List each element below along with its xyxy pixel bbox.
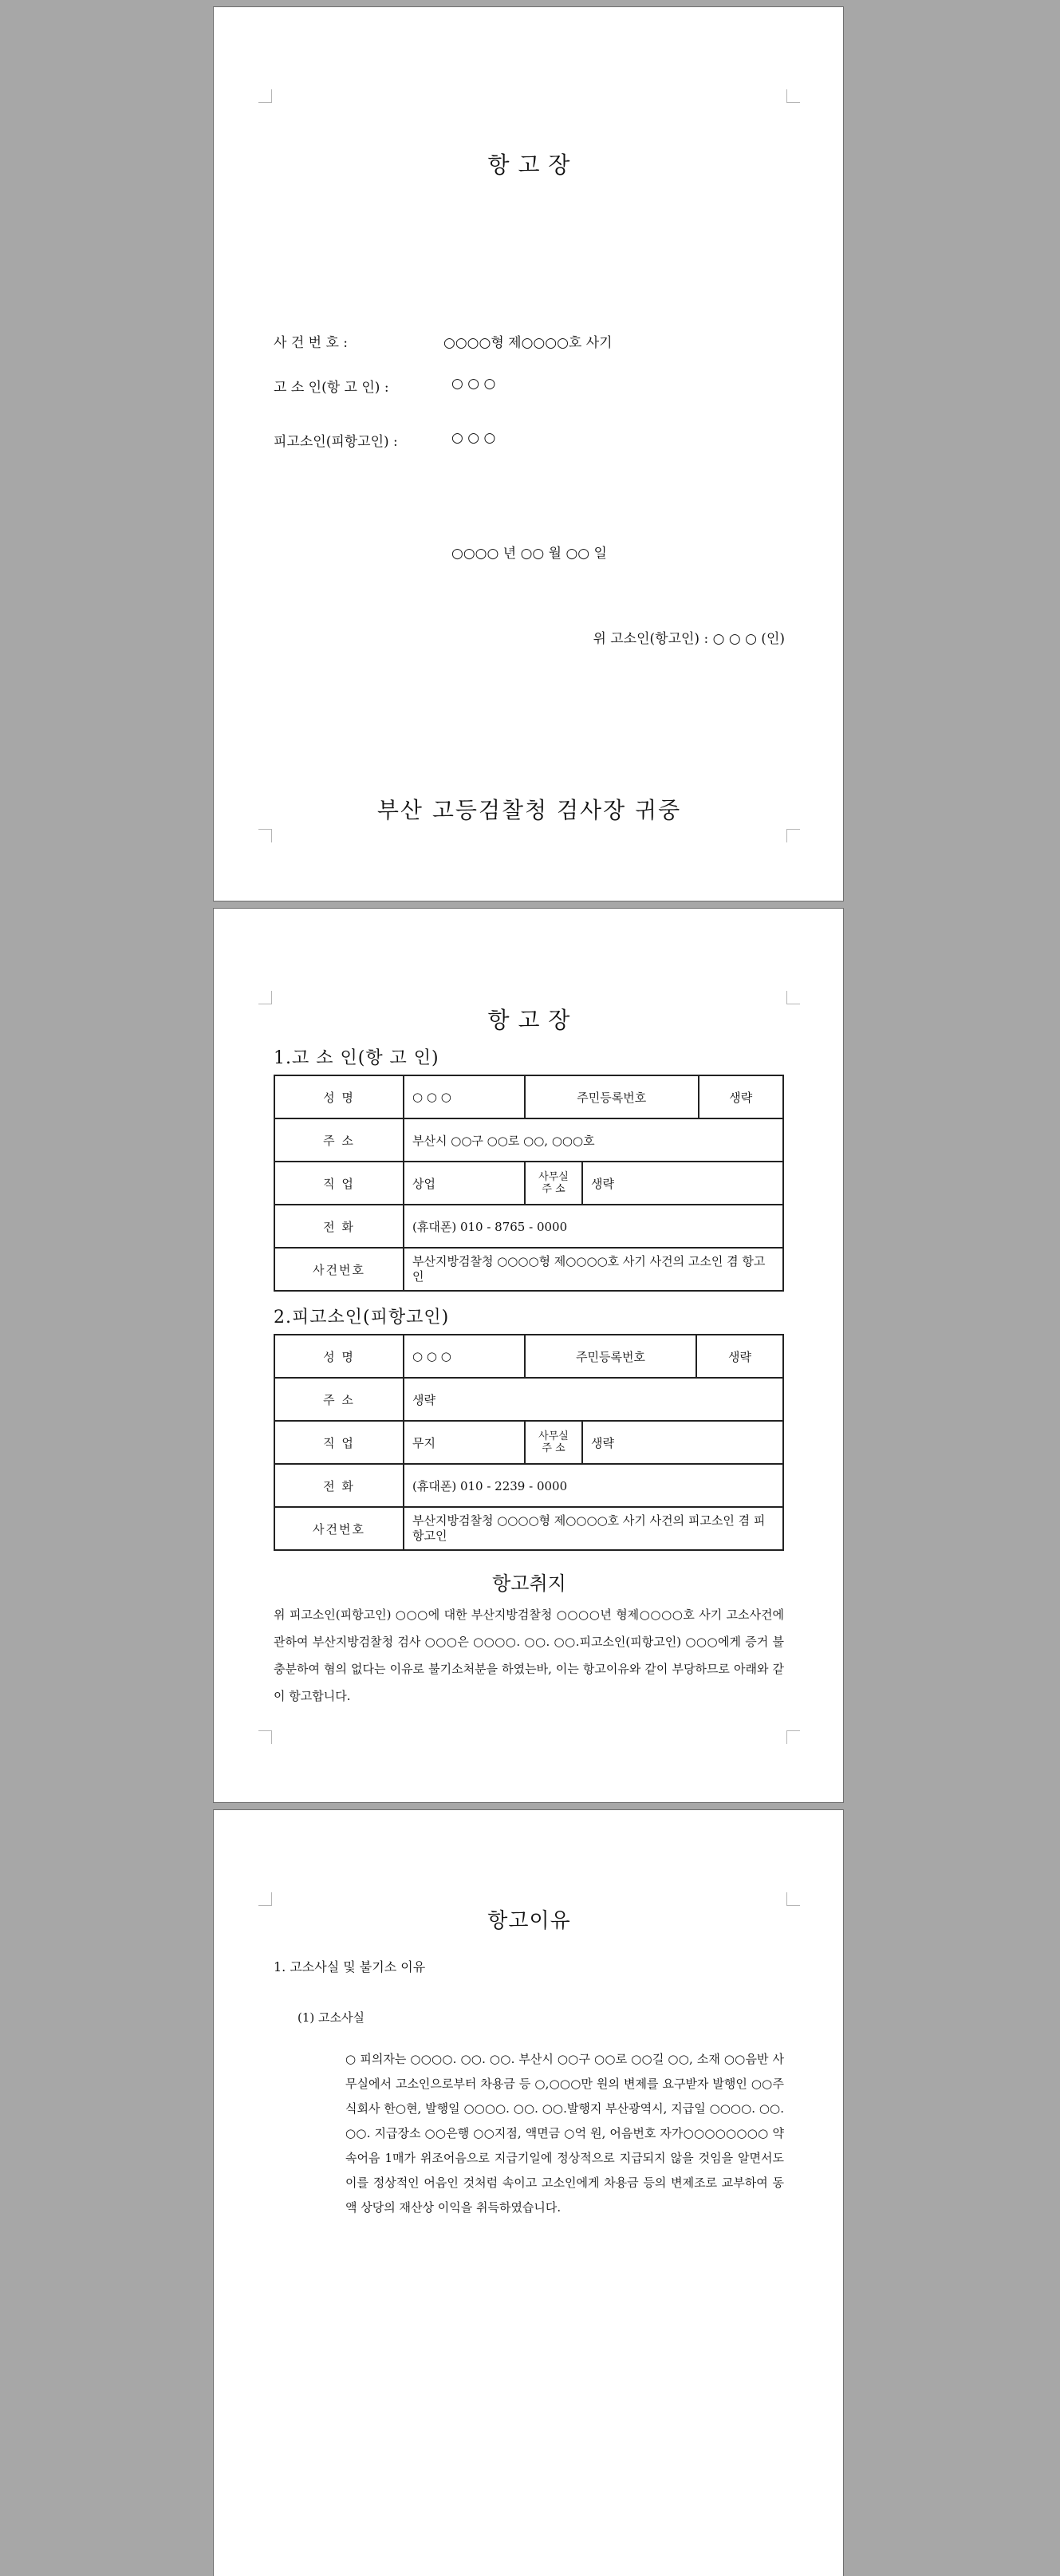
document-page-1 bbox=[213, 6, 844, 901]
table-cell: 전 화 bbox=[274, 1205, 404, 1248]
table-cell: 주 소 bbox=[274, 1378, 404, 1421]
table-cell: 성 명 bbox=[274, 1075, 404, 1118]
crop-mark bbox=[786, 829, 800, 842]
table-row bbox=[274, 1378, 783, 1421]
case-number-value: ○○○○형 제○○○○호 사기 bbox=[443, 335, 613, 351]
table-cell: 생략 bbox=[699, 1075, 784, 1118]
table-cell: ○ ○ ○ bbox=[404, 1335, 525, 1378]
accused-value: ○ ○ ○ bbox=[451, 430, 496, 446]
filing-date: ○○○○ 년 ○○ 월 ○○ 일 bbox=[451, 546, 607, 562]
table-cell: 상업 bbox=[404, 1162, 525, 1205]
table-cell: (휴대폰) 010 - 8765 - 0000 bbox=[404, 1205, 783, 1248]
table-cell: 부산지방검찰청 ○○○○형 제○○○○호 사기 사건의 고소인 겸 항고인 bbox=[404, 1248, 783, 1291]
table-cell: 부산시 ○○구 ○○로 ○○, ○○○호 bbox=[404, 1118, 783, 1162]
table-row bbox=[274, 1421, 783, 1464]
complainant-info-table bbox=[274, 1075, 784, 1292]
table-row bbox=[274, 1464, 783, 1507]
crop-mark bbox=[786, 89, 800, 103]
table-row bbox=[274, 1335, 783, 1378]
table-cell: 주 소 bbox=[274, 1118, 404, 1162]
reason-body-paragraph: ○ 피의자는 ○○○○. ○○. ○○. 부산시 ○○구 ○○로 ○○길 ○○, 소재 ○○음반 사무실에서 고소인으로부터 차용금 등 ○,○○○만 원의 변제를 요구받자 발행인 ○○주식회사 한○현, 발행일 ○○○○. ○○. ○○.발행지 부산광역시, 지급일 ○○○○. ○○. ○○. 지급장소 ○○은행 ○○지점, 액면금 ○억 원, 어음번호 자가○○○○○○○○ 약속어음 1매가 위조어음으로 지급기일에 정상적으로 지급되지 않을 것임을 알면서도 이를 정상적인 어음인 것처럼 속이고 고소인에게 차용금 등의 변제조로 교부하여 동액 상당의 재산상 이익을 취득하였습니다. bbox=[345, 2052, 784, 2215]
crop-mark bbox=[258, 829, 272, 842]
document-page-3 bbox=[213, 1809, 844, 2576]
table-row bbox=[274, 1507, 783, 1550]
complainant-section-heading: 1.고 소 인(항 고 인) bbox=[274, 1048, 439, 1068]
document-page-2 bbox=[213, 908, 844, 1803]
office-label bbox=[538, 1171, 569, 1195]
table-cell: 생략 bbox=[696, 1335, 783, 1378]
table-row bbox=[274, 1205, 783, 1248]
table-cell: 생략 bbox=[582, 1162, 783, 1205]
page-title: 항 고 장 bbox=[487, 152, 571, 178]
table-row bbox=[274, 1248, 783, 1291]
accused-section-heading: 2.피고소인(피항고인) bbox=[274, 1308, 450, 1327]
signature-line: 위 고소인(항고인) : ○ ○ ○ (인) bbox=[593, 631, 785, 647]
complainant-label: 고 소 인(항 고 인) : bbox=[274, 380, 389, 396]
complainant-value: ○ ○ ○ bbox=[451, 376, 496, 392]
table-cell: 주민등록번호 bbox=[525, 1075, 699, 1118]
reason-item-1: 1. 고소사실 및 불기소 이유 bbox=[274, 1959, 426, 1974]
reason-item-1-1: (1) 고소사실 bbox=[298, 2010, 364, 2025]
table-cell: 생략 bbox=[404, 1378, 783, 1421]
table-cell: 직 업 bbox=[274, 1421, 404, 1464]
crop-mark bbox=[258, 1730, 272, 1744]
table-cell: 사건번호 bbox=[274, 1507, 404, 1550]
purpose-heading: 항고취지 bbox=[492, 1572, 566, 1595]
table-row bbox=[274, 1075, 783, 1118]
office-label-line1: 사무실 bbox=[538, 1430, 569, 1442]
office-label bbox=[538, 1430, 569, 1454]
table-cell bbox=[525, 1421, 582, 1464]
office-label-line2: 주 소 bbox=[542, 1183, 565, 1195]
table-row bbox=[274, 1118, 783, 1162]
table-cell: 전 화 bbox=[274, 1464, 404, 1507]
table-row bbox=[274, 1162, 783, 1205]
accused-label: 피고소인(피항고인) : bbox=[274, 434, 398, 450]
office-label-line2: 주 소 bbox=[542, 1442, 565, 1454]
table-cell bbox=[525, 1162, 582, 1205]
table-cell: 주민등록번호 bbox=[525, 1335, 696, 1378]
table-cell: 생략 bbox=[582, 1421, 783, 1464]
addressee: 부산 고등검찰청 검사장 귀중 bbox=[376, 797, 682, 823]
case-number-label: 사 건 번 호 : bbox=[274, 335, 349, 351]
crop-mark bbox=[786, 1730, 800, 1744]
office-label-line1: 사무실 bbox=[538, 1171, 569, 1183]
table-cell: 성 명 bbox=[274, 1335, 404, 1378]
table-cell: ○ ○ ○ bbox=[404, 1075, 525, 1118]
table-cell: 직 업 bbox=[274, 1162, 404, 1205]
table-cell: (휴대폰) 010 - 2239 - 0000 bbox=[404, 1464, 783, 1507]
accused-info-table bbox=[274, 1334, 784, 1551]
page-title: 항 고 장 bbox=[487, 1007, 571, 1033]
crop-mark bbox=[258, 89, 272, 103]
reason-heading: 항고이유 bbox=[487, 1909, 571, 1933]
table-cell: 사건번호 bbox=[274, 1248, 404, 1291]
table-cell: 부산지방검찰청 ○○○○형 제○○○○호 사기 사건의 피고소인 겸 피항고인 bbox=[404, 1507, 783, 1550]
purpose-paragraph: 위 피고소인(피항고인) ○○○에 대한 부산지방검찰청 ○○○○년 형제○○○○호 사기 고소사건에 관하여 부산지방검찰청 검사 ○○○은 ○○○○. ○○. ○○.피고소인(피항고인) ○○○에게 증거 불충분하여 혐의 없다는 이유로 불기소처분을 하였는바, 이는 항고이유와 같이 부당하므로 아래와 같이 항고합니다. bbox=[274, 1608, 784, 1703]
table-cell: 무지 bbox=[404, 1421, 525, 1464]
